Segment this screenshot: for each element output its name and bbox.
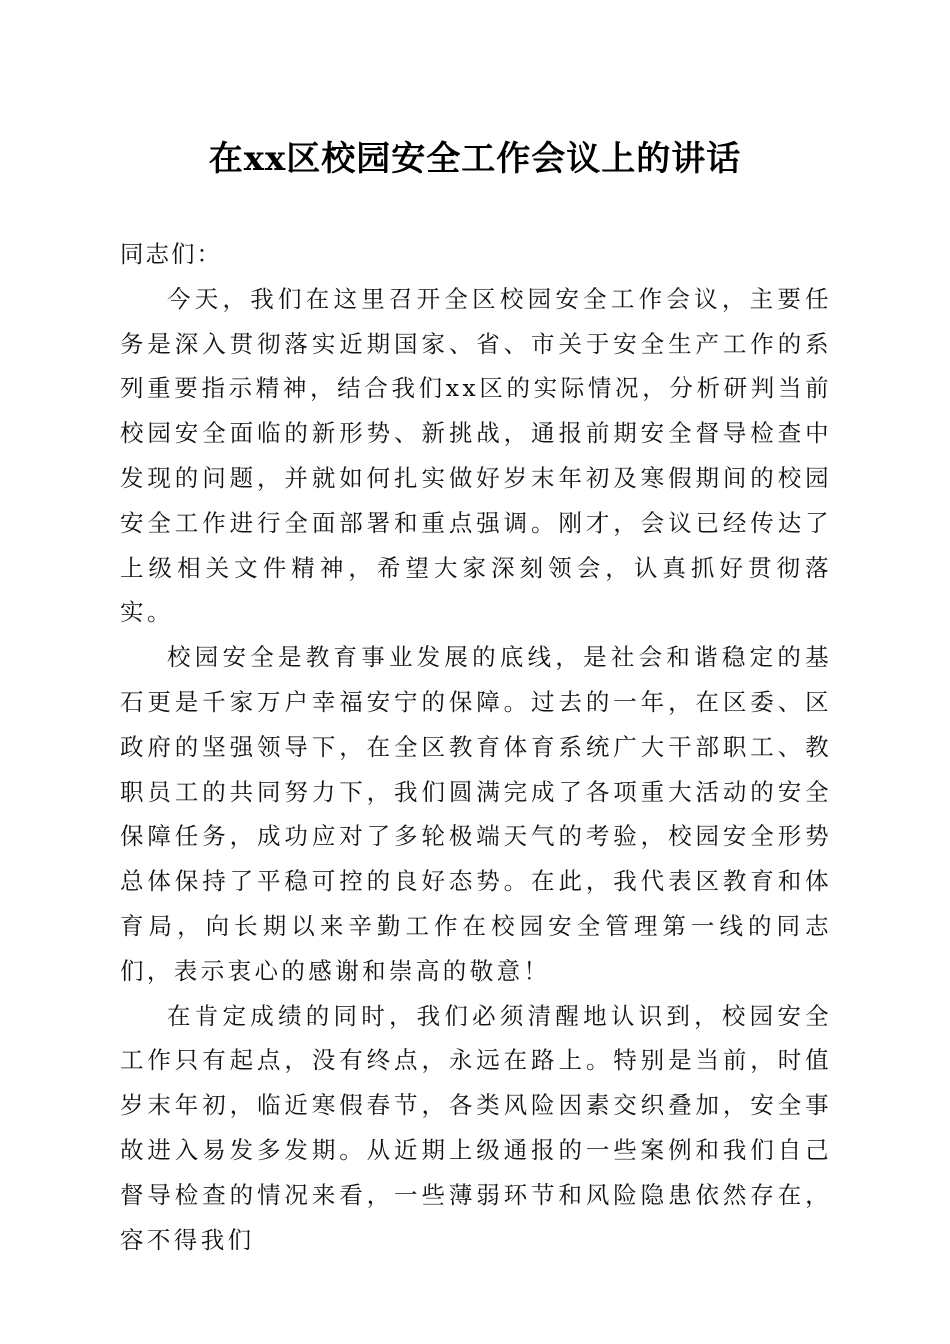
paragraph-3: 在肯定成绩的同时，我们必须清醒地认识到，校园安全工作只有起点，没有终点，永远在路上。特别是当前，时值岁末年初，临近寒假春节，各类风险因素交织叠加，安全事故进入易发多发期。从近期上级通报的一些案例和我们自己督导检查的情况来看，一些薄弱环节和风险隐患依然存在，容不得我们 bbox=[120, 1001, 832, 1254]
paragraph-2: 校园安全是教育事业发展的底线，是社会和谐稳定的基石更是千家万户幸福安宁的保障。过去的一年，在区委、区政府的坚强领导下，在全区教育体育系统广大干部职工、教职员工的共同努力下，我们圆满完成了各项重大活动的安全保障任务，成功应对了多轮极端天气的考验，校园安全形势总体保持了平稳可控的良好态势。在此，我代表区教育和体育局，向长期以来辛勤工作在校园安全管理第一线的同志们，表示衷心的感谢和崇高的敬意！ bbox=[120, 643, 832, 985]
document-title: 在xx区校园安全工作会议上的讲话 bbox=[208, 139, 742, 179]
paragraph-1: 今天，我们在这里召开全区校园安全工作会议，主要任务是深入贯彻落实近期国家、省、市关于安全生产工作的系列重要指示精神，结合我们xx区的实际情况，分析研判当前校园安全面临的新形势、新挑战，通报前期安全督导检查中发现的问题，并就如何扎实做好岁末年初及寒假期间的校园安全工作进行全面部署和重点强调。刚才，会议已经传达了上级相关文件精神，希望大家深刻领会，认真抓好贯彻落实。 bbox=[120, 284, 832, 627]
greeting: 同志们： bbox=[120, 240, 222, 268]
document-body bbox=[120, 232, 832, 1262]
